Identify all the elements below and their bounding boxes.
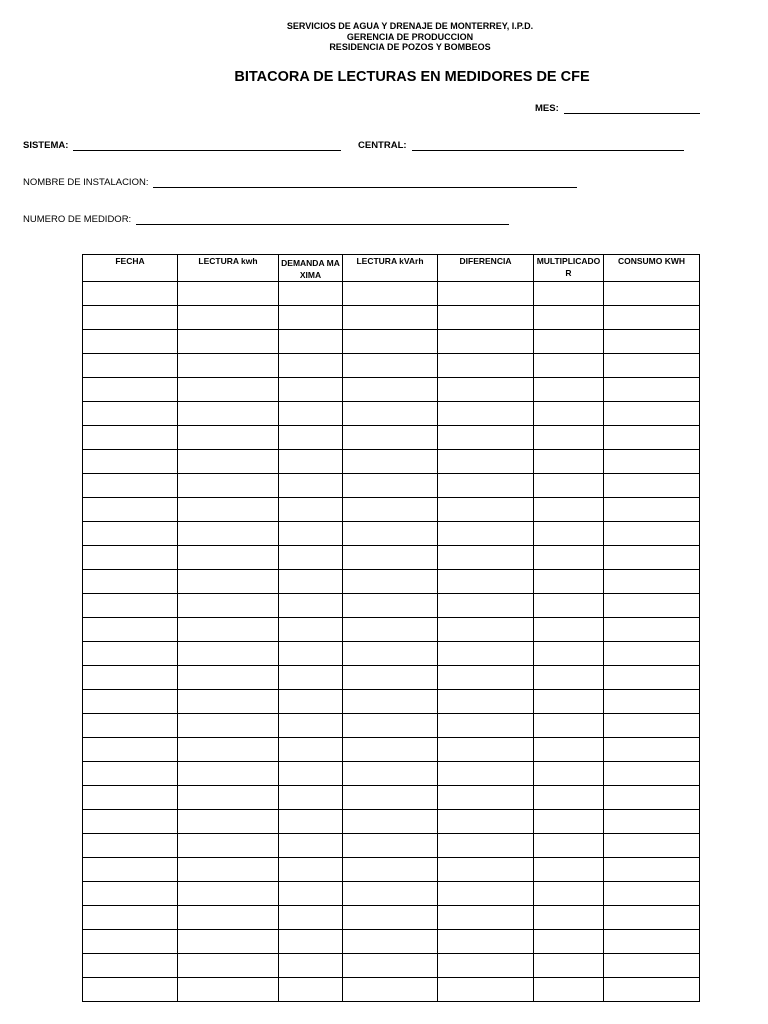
- table-cell[interactable]: [83, 378, 178, 402]
- table-cell[interactable]: [83, 762, 178, 786]
- table-cell[interactable]: [604, 330, 700, 354]
- table-cell[interactable]: [279, 306, 343, 330]
- table-cell[interactable]: [178, 882, 279, 906]
- table-cell[interactable]: [178, 786, 279, 810]
- table-row: [83, 330, 700, 354]
- table-cell[interactable]: [343, 858, 438, 882]
- table-cell[interactable]: [534, 978, 604, 1002]
- table-row: [83, 666, 700, 690]
- table-row: [83, 378, 700, 402]
- table-cell[interactable]: [178, 570, 279, 594]
- table-cell[interactable]: [279, 930, 343, 954]
- table-cell[interactable]: [534, 618, 604, 642]
- table-cell[interactable]: [438, 282, 534, 306]
- table-cell[interactable]: [279, 978, 343, 1002]
- table-cell[interactable]: [604, 666, 700, 690]
- table-cell[interactable]: [343, 330, 438, 354]
- table-cell[interactable]: [279, 642, 343, 666]
- medidor-line[interactable]: [136, 216, 509, 225]
- table-cell[interactable]: [178, 690, 279, 714]
- table-cell[interactable]: [343, 834, 438, 858]
- table-cell[interactable]: [343, 954, 438, 978]
- table-cell[interactable]: [343, 906, 438, 930]
- document-header: [0, 21, 768, 53]
- table-header-row: [83, 255, 700, 282]
- table-cell[interactable]: [83, 522, 178, 546]
- table-cell[interactable]: [178, 906, 279, 930]
- table-cell[interactable]: [343, 810, 438, 834]
- table-row: [83, 738, 700, 762]
- table-cell[interactable]: [83, 714, 178, 738]
- table-cell[interactable]: [534, 882, 604, 906]
- table-cell[interactable]: [534, 402, 604, 426]
- table-cell[interactable]: [343, 474, 438, 498]
- table-cell[interactable]: [279, 858, 343, 882]
- table-cell[interactable]: [279, 714, 343, 738]
- table-cell[interactable]: [438, 666, 534, 690]
- table-cell[interactable]: [178, 546, 279, 570]
- central-field: [358, 140, 684, 151]
- table-cell[interactable]: [83, 858, 178, 882]
- table-cell[interactable]: [343, 762, 438, 786]
- table-cell[interactable]: [534, 450, 604, 474]
- table-cell[interactable]: [438, 810, 534, 834]
- table-cell[interactable]: [279, 282, 343, 306]
- table-cell[interactable]: [604, 810, 700, 834]
- table-cell[interactable]: [178, 930, 279, 954]
- table-cell[interactable]: [83, 882, 178, 906]
- table-cell[interactable]: [83, 642, 178, 666]
- table-row: [83, 882, 700, 906]
- table-cell[interactable]: [343, 978, 438, 1002]
- table-cell[interactable]: [178, 762, 279, 786]
- table-cell[interactable]: [83, 306, 178, 330]
- table-body: [83, 282, 700, 1002]
- table-cell[interactable]: [438, 834, 534, 858]
- table-cell[interactable]: [343, 666, 438, 690]
- table-cell[interactable]: [604, 570, 700, 594]
- table-cell[interactable]: [83, 738, 178, 762]
- table-row: [83, 834, 700, 858]
- table-cell[interactable]: [83, 450, 178, 474]
- table-cell[interactable]: [534, 714, 604, 738]
- table-cell[interactable]: [178, 474, 279, 498]
- table-cell[interactable]: [534, 762, 604, 786]
- table-cell[interactable]: [343, 738, 438, 762]
- table-cell[interactable]: [604, 618, 700, 642]
- table-cell[interactable]: [178, 330, 279, 354]
- instalacion-label: NOMBRE DE INSTALACION:: [23, 177, 149, 188]
- table-cell[interactable]: [178, 594, 279, 618]
- table-cell[interactable]: [83, 474, 178, 498]
- table-row: [83, 618, 700, 642]
- table-cell[interactable]: [83, 570, 178, 594]
- table-cell[interactable]: [604, 786, 700, 810]
- table-cell[interactable]: [83, 282, 178, 306]
- table-row: [83, 810, 700, 834]
- central-line[interactable]: [412, 142, 684, 151]
- column-header-fecha: FECHA: [83, 255, 178, 282]
- table-cell[interactable]: [438, 978, 534, 1002]
- table-cell[interactable]: [83, 834, 178, 858]
- central-label: CENTRAL:: [358, 140, 407, 151]
- table-cell[interactable]: [438, 882, 534, 906]
- table-cell[interactable]: [438, 330, 534, 354]
- table-cell[interactable]: [343, 690, 438, 714]
- table-cell[interactable]: [83, 402, 178, 426]
- table-cell[interactable]: [279, 354, 343, 378]
- table-cell[interactable]: [343, 930, 438, 954]
- table-cell[interactable]: [83, 810, 178, 834]
- column-header-lectura-kvarh: LECTURA kVArh: [343, 255, 438, 282]
- table-cell[interactable]: [534, 594, 604, 618]
- table-cell[interactable]: [534, 810, 604, 834]
- org-name: SERVICIOS DE AGUA Y DRENAJE DE MONTERREY, I.P.D.: [286, 21, 534, 31]
- table-row: [83, 642, 700, 666]
- table-cell[interactable]: [604, 378, 700, 402]
- table-row: [83, 426, 700, 450]
- table-cell[interactable]: [178, 618, 279, 642]
- table-cell[interactable]: [178, 738, 279, 762]
- table-cell[interactable]: [343, 882, 438, 906]
- table-cell[interactable]: [534, 906, 604, 930]
- table-cell[interactable]: [279, 330, 343, 354]
- table-cell[interactable]: [343, 594, 438, 618]
- table-row: [83, 498, 700, 522]
- table-cell[interactable]: [279, 834, 343, 858]
- table-cell[interactable]: [343, 570, 438, 594]
- table-cell[interactable]: [604, 282, 700, 306]
- sistema-field: [23, 140, 341, 151]
- table-cell[interactable]: [604, 738, 700, 762]
- table-cell[interactable]: [604, 594, 700, 618]
- table-cell[interactable]: [604, 402, 700, 426]
- table-cell[interactable]: [604, 642, 700, 666]
- table-cell[interactable]: [279, 402, 343, 426]
- table-row: [83, 570, 700, 594]
- column-header-demanda-maxima: DEMANDA MAXIMA: [279, 255, 343, 282]
- table-cell[interactable]: [178, 498, 279, 522]
- table-cell[interactable]: [279, 666, 343, 690]
- table-cell[interactable]: [534, 378, 604, 402]
- table-cell[interactable]: [83, 954, 178, 978]
- table-cell[interactable]: [438, 570, 534, 594]
- table-cell[interactable]: [178, 858, 279, 882]
- table-row: [83, 546, 700, 570]
- table-cell[interactable]: [343, 402, 438, 426]
- table-cell[interactable]: [279, 882, 343, 906]
- table-cell[interactable]: [604, 954, 700, 978]
- table-cell[interactable]: [534, 930, 604, 954]
- table-cell[interactable]: [438, 906, 534, 930]
- table-cell[interactable]: [178, 426, 279, 450]
- column-header-diferencia: DIFERENCIA: [438, 255, 534, 282]
- table-cell[interactable]: [83, 426, 178, 450]
- table-cell[interactable]: [343, 546, 438, 570]
- table-cell[interactable]: [178, 402, 279, 426]
- table-cell[interactable]: [604, 978, 700, 1002]
- table-cell[interactable]: [438, 474, 534, 498]
- table-cell[interactable]: [534, 522, 604, 546]
- table-cell[interactable]: [83, 786, 178, 810]
- table-cell[interactable]: [534, 546, 604, 570]
- table-cell[interactable]: [438, 786, 534, 810]
- table-cell[interactable]: [438, 426, 534, 450]
- table-cell[interactable]: [438, 762, 534, 786]
- table-cell[interactable]: [83, 930, 178, 954]
- table-cell[interactable]: [178, 810, 279, 834]
- table-cell[interactable]: [178, 378, 279, 402]
- table-cell[interactable]: [83, 330, 178, 354]
- table-cell[interactable]: [178, 954, 279, 978]
- table-cell[interactable]: [534, 834, 604, 858]
- table-cell[interactable]: [604, 882, 700, 906]
- sistema-label: SISTEMA:: [23, 140, 69, 151]
- table-cell[interactable]: [83, 498, 178, 522]
- table-row: [83, 906, 700, 930]
- table-row: [83, 762, 700, 786]
- table-cell[interactable]: [279, 690, 343, 714]
- table-cell[interactable]: [279, 378, 343, 402]
- table-cell[interactable]: [534, 954, 604, 978]
- table-row: [83, 690, 700, 714]
- table-cell[interactable]: [604, 474, 700, 498]
- table-cell[interactable]: [83, 594, 178, 618]
- table-cell[interactable]: [343, 522, 438, 546]
- table-row: [83, 306, 700, 330]
- table-cell[interactable]: [604, 426, 700, 450]
- table-cell[interactable]: [279, 546, 343, 570]
- table-cell[interactable]: [178, 306, 279, 330]
- table-cell[interactable]: [438, 858, 534, 882]
- table-cell[interactable]: [534, 306, 604, 330]
- medidor-label: NUMERO DE MEDIDOR:: [23, 214, 132, 225]
- table-cell[interactable]: [438, 522, 534, 546]
- table-cell[interactable]: [438, 378, 534, 402]
- table-cell[interactable]: [279, 570, 343, 594]
- table-cell[interactable]: [279, 954, 343, 978]
- table-cell[interactable]: [279, 498, 343, 522]
- instalacion-field: [23, 177, 577, 188]
- table-cell[interactable]: [279, 450, 343, 474]
- table-cell[interactable]: [534, 642, 604, 666]
- table-cell[interactable]: [83, 906, 178, 930]
- table-cell[interactable]: [178, 714, 279, 738]
- table-row: [83, 978, 700, 1002]
- table-cell[interactable]: [534, 498, 604, 522]
- table-cell[interactable]: [343, 426, 438, 450]
- table-cell[interactable]: [343, 714, 438, 738]
- document-title: BITACORA DE LECTURAS EN MEDIDORES DE CFE: [234, 69, 590, 85]
- table-cell[interactable]: [534, 282, 604, 306]
- table-cell[interactable]: [343, 642, 438, 666]
- table-row: [83, 930, 700, 954]
- table-cell[interactable]: [279, 906, 343, 930]
- table-cell[interactable]: [343, 450, 438, 474]
- table-cell[interactable]: [343, 498, 438, 522]
- table-cell[interactable]: [279, 762, 343, 786]
- table-cell[interactable]: [279, 474, 343, 498]
- table-row: [83, 282, 700, 306]
- table-cell[interactable]: [83, 666, 178, 690]
- table-cell[interactable]: [279, 594, 343, 618]
- table-cell[interactable]: [438, 354, 534, 378]
- unit-name: RESIDENCIA DE POZOS Y BOMBEOS: [329, 42, 491, 52]
- table-cell[interactable]: [438, 738, 534, 762]
- table-cell[interactable]: [178, 522, 279, 546]
- table-cell[interactable]: [604, 690, 700, 714]
- table-cell[interactable]: [343, 282, 438, 306]
- table-cell[interactable]: [343, 786, 438, 810]
- table-row: [83, 954, 700, 978]
- table-cell[interactable]: [604, 834, 700, 858]
- table-cell[interactable]: [604, 714, 700, 738]
- table-cell[interactable]: [604, 930, 700, 954]
- table-cell[interactable]: [604, 522, 700, 546]
- table-cell[interactable]: [83, 546, 178, 570]
- table-cell[interactable]: [438, 690, 534, 714]
- table-cell[interactable]: [279, 426, 343, 450]
- table-cell[interactable]: [604, 906, 700, 930]
- table-cell[interactable]: [604, 546, 700, 570]
- table-cell[interactable]: [438, 594, 534, 618]
- table-cell[interactable]: [343, 306, 438, 330]
- table-cell[interactable]: [534, 858, 604, 882]
- table-row: [83, 786, 700, 810]
- table-cell[interactable]: [438, 930, 534, 954]
- table-cell[interactable]: [178, 978, 279, 1002]
- table-cell[interactable]: [438, 402, 534, 426]
- mes-line[interactable]: [564, 105, 700, 114]
- table-cell[interactable]: [83, 978, 178, 1002]
- table-cell[interactable]: [438, 642, 534, 666]
- table-cell[interactable]: [83, 690, 178, 714]
- table-row: [83, 594, 700, 618]
- readings-table: [82, 254, 700, 1002]
- table-cell[interactable]: [178, 354, 279, 378]
- table-cell[interactable]: [178, 666, 279, 690]
- table-cell[interactable]: [534, 570, 604, 594]
- instalacion-line[interactable]: [153, 179, 577, 188]
- table-cell[interactable]: [279, 786, 343, 810]
- table-cell[interactable]: [178, 282, 279, 306]
- table-row: [83, 714, 700, 738]
- table-row: [83, 858, 700, 882]
- table-cell[interactable]: [534, 330, 604, 354]
- table-cell[interactable]: [438, 450, 534, 474]
- table-cell[interactable]: [279, 618, 343, 642]
- table-cell[interactable]: [604, 762, 700, 786]
- table-cell[interactable]: [178, 834, 279, 858]
- table-cell[interactable]: [604, 858, 700, 882]
- sistema-line[interactable]: [73, 142, 341, 151]
- table-cell[interactable]: [438, 546, 534, 570]
- table-cell[interactable]: [178, 642, 279, 666]
- table-row: [83, 354, 700, 378]
- table-cell[interactable]: [604, 498, 700, 522]
- table-cell[interactable]: [279, 522, 343, 546]
- table-cell[interactable]: [534, 666, 604, 690]
- column-header-multiplicador: MULTIPLICADOR: [534, 255, 604, 282]
- table-cell[interactable]: [534, 426, 604, 450]
- table-cell[interactable]: [178, 450, 279, 474]
- table-cell[interactable]: [534, 690, 604, 714]
- mes-label: MES:: [535, 103, 559, 114]
- table-cell[interactable]: [343, 618, 438, 642]
- column-header-lectura-kwh: LECTURA kwh: [178, 255, 279, 282]
- medidor-field: [23, 214, 509, 225]
- table-cell[interactable]: [83, 618, 178, 642]
- table-cell[interactable]: [83, 354, 178, 378]
- table-cell[interactable]: [604, 306, 700, 330]
- table-cell[interactable]: [604, 354, 700, 378]
- table-row: [83, 474, 700, 498]
- table-cell[interactable]: [279, 738, 343, 762]
- table-cell[interactable]: [438, 714, 534, 738]
- table-cell[interactable]: [343, 378, 438, 402]
- mes-field: [535, 103, 700, 114]
- table-row: [83, 522, 700, 546]
- table-cell[interactable]: [343, 354, 438, 378]
- department-name: GERENCIA DE PRODUCCION: [346, 31, 474, 42]
- table-cell[interactable]: [534, 738, 604, 762]
- table-row: [83, 402, 700, 426]
- table-cell[interactable]: [438, 954, 534, 978]
- table-cell[interactable]: [534, 474, 604, 498]
- table-cell[interactable]: [279, 810, 343, 834]
- column-header-consumo-kwh: CONSUMO KWH: [604, 255, 700, 282]
- table-cell[interactable]: [438, 306, 534, 330]
- table-cell[interactable]: [604, 450, 700, 474]
- table-row: [83, 450, 700, 474]
- table-cell[interactable]: [534, 786, 604, 810]
- table-cell[interactable]: [438, 498, 534, 522]
- table-cell[interactable]: [534, 354, 604, 378]
- table-cell[interactable]: [438, 618, 534, 642]
